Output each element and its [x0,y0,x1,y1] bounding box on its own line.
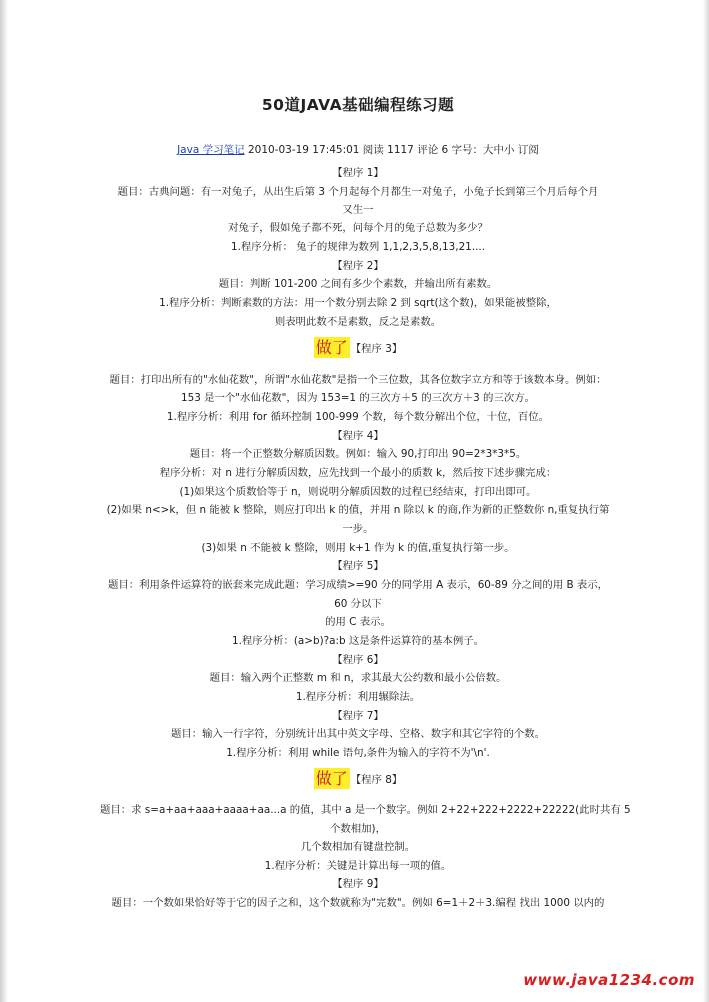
text-line: 1.程序分析：(a>b)?a:b 这是条件运算符的基本例子。 [231,635,484,647]
text-line: 1.程序分析：利用 for 循环控制 100-999 个数，每个数分解出个位，十位，百位。 [166,411,550,423]
done-highlight: 做了 [315,769,348,788]
page-shadow-right [703,0,709,1002]
text-line: 题目：求 s=a+aa+aaa+aaaa+aa...a 的值，其中 a 是一个数字。例如 2+22+222+2222+22222(此时共有 5 [100,804,631,816]
text-line: (2)如果 n<>k，但 n 能被 k 整除，则应打印出 k 的值，并用 n 除以 k 的商,作为新的正整数你 n,重复执行第 [106,504,610,516]
text-line: 几个数相加有键盘控制。 [300,841,416,853]
post-meta [100,142,616,157]
text-line: 题目：输入两个正整数 m 和 n，求其最大公约数和最小公倍数。 [209,672,507,684]
text-line: 题目：利用条件运算符的嵌套来完成此题：学习成绩>=90 分的同学用 A 表示，60-89 分之间的用 B 表示， [107,579,609,591]
text-line: 题目：输入一行字符，分别统计出其中英文字母、空格、数字和其它字符的个数。 [170,728,546,740]
text-line: 1.程序分析：判断素数的方法：用一个数分别去除 2 到 sqrt(这个数)，如果能被整除， [159,297,557,309]
text-line: 则表明此数不是素数，反之是素数。 [274,316,442,328]
page-shadow-left [0,0,8,1002]
category-link[interactable]: Java 学习笔记 [177,144,245,156]
section-heading: 【程序 6】 [332,654,384,666]
section-heading-marked [100,769,616,788]
text-line: 一步。 [342,523,374,535]
text-line: 的用 C 表示。 [325,616,391,628]
text-line: 153 是一个"水仙花数"，因为 153=1 的三次方＋5 的三次方＋3 的三次方。 [180,392,536,404]
section-heading: 【程序 9】 [332,878,384,890]
text-line: 题目：一个数如果恰好等于它的因子之和，这个数就称为"完数"。例如 6=1＋2＋3.编程 找出 1000 以内的 [111,897,605,909]
text-line: 1.程序分析：关键是计算出每一项的值。 [264,860,452,872]
section-heading: 【程序 8】 [350,774,403,786]
text-line: 题目：古典问题：有一对兔子，从出生后第 3 个月起每个月都生一对兔子，小兔子长到第三个月后每个月 [117,186,599,198]
text-line: (1)如果这个质数恰等于 n，则说明分解质因数的过程已经结束，打印出即可。 [179,486,537,498]
text-line: 程序分析：对 n 进行分解质因数，应先找到一个最小的质数 k，然后按下述步骤完成： [159,467,557,479]
text-line: 题目：打印出所有的"水仙花数"，所谓"水仙花数"是指一个三位数，其各位数字立方和等于该数本身。例如： [109,374,607,386]
done-highlight: 做了 [315,338,348,357]
site-watermark: www.java1234.com [523,971,695,989]
text-line: 对兔子，假如兔子都不死，问每个月的兔子总数为多少？ [228,222,488,234]
text-line: 60 分以下 [334,598,382,610]
text-line: 题目：将一个正整数分解质因数。例如：输入 90,打印出 90=2*3*3*5。 [189,448,527,460]
text-line: (3)如果 n 不能被 k 整除，则用 k+1 作为 k 的值,重复执行第一步。 [201,542,515,554]
text-line: 1.程序分析：利用辗除法。 [295,691,421,703]
section-heading: 【程序 7】 [332,710,384,722]
text-line: 个数相加)， [329,823,386,835]
section-heading: 【程序 3】 [350,343,403,355]
section-heading: 【程序 1】 [332,167,384,179]
post-meta-info: 2010-03-19 17:45:01 阅读 1117 评论 6 字号：大中小 订阅 [247,144,539,156]
text-line: 又生一 [342,204,374,216]
section-heading: 【程序 2】 [332,260,384,272]
text-line: 1.程序分析：利用 while 语句,条件为输入的字符不为'\n'. [226,747,490,759]
document-title: 50道JAVA基础编程练习题 [261,96,455,114]
text-line: 题目：判断 101-200 之间有多少个素数，并输出所有素数。 [218,278,498,290]
section-heading: 【程序 5】 [332,560,384,572]
section-heading-marked [100,338,616,357]
section-heading: 【程序 4】 [332,430,384,442]
text-line: 1.程序分析： 兔子的规律为数列 1,1,2,3,5,8,13,21.... [230,241,486,253]
